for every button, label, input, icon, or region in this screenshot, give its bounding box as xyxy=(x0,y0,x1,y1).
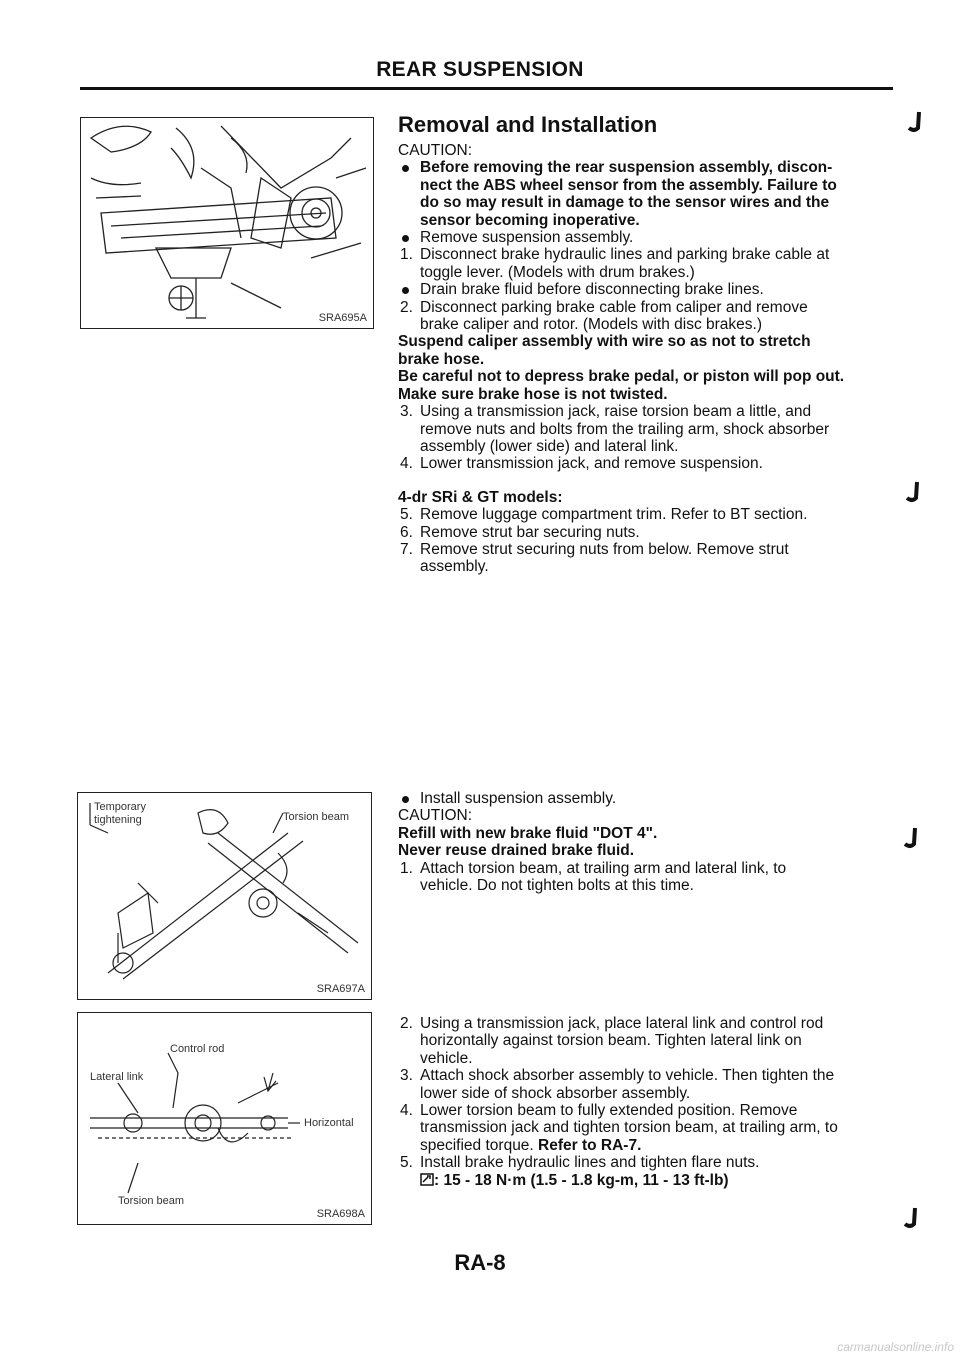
page-header-title: REAR SUSPENSION xyxy=(376,58,584,81)
bullet-drain: Drain brake fluid before disconnecting brake lines. xyxy=(398,281,898,298)
install-step-4: 4. Lower torsion beam to fully extended position. Remove transmission jack and tighten torsion beam, at trailing arm, to specified torque. Refer to RA-7. xyxy=(400,1102,838,1154)
label-torsion-beam: Torsion beam xyxy=(283,811,350,823)
revision-check-icon xyxy=(906,110,924,136)
label-temporary: Temporary xyxy=(94,801,146,813)
figure-suspension-removal xyxy=(80,117,374,329)
bullet-icon xyxy=(402,235,409,242)
step-1: 1. Disconnect brake hydraulic lines and parking brake cable at toggle lever. (Models with drum brakes.) xyxy=(400,246,830,281)
label-control-rod: Control rod xyxy=(170,1043,225,1055)
revision-check-icon xyxy=(904,480,922,506)
figure-code: SRA698A xyxy=(316,1208,365,1220)
figure-torsion-beam xyxy=(77,792,372,1000)
step-5: 5. Remove luggage compartment trim. Refer to BT section. xyxy=(400,506,808,524)
torque-spec: : 15 - 18 N·m (1.5 - 1.8 kg-m, 11 - 13 ft-lb) xyxy=(420,1172,898,1189)
caution-label: CAUTION: xyxy=(398,142,473,159)
step-7: 7. Remove strut securing nuts from below. Remove strut assembly. xyxy=(400,540,789,576)
header-rule xyxy=(80,87,893,90)
watermark-url: carmanualsonline.info xyxy=(837,1340,954,1354)
step-3: 3. Using a transmission jack, raise torsion beam a little, and remove nuts and bolts from the trailing arm, shock absorber assembly (lower side) and lateral link. xyxy=(400,403,830,455)
bullet-icon xyxy=(402,796,409,803)
section-title: Removal and Installation xyxy=(398,112,658,137)
step-6: 6. Remove strut bar securing nuts. xyxy=(400,523,640,541)
label-lateral-link: Lateral link xyxy=(90,1071,144,1083)
revision-check-icon xyxy=(902,826,920,852)
bullet-remove: Remove suspension assembly. xyxy=(398,229,898,246)
figure-code: SRA695A xyxy=(318,312,367,324)
label-tightening: tightening xyxy=(94,814,142,826)
install-step-1: 1. Attach torsion beam, at trailing arm and lateral link, to vehicle. Do not tighten bolts at this time. xyxy=(400,859,787,895)
bullet-icon xyxy=(402,165,409,172)
installation-section xyxy=(398,790,898,894)
install-step-3: 3. Attach shock absorber assembly to vehicle. Then tighten the lower side of shock absorber assembly. xyxy=(400,1067,835,1102)
figure-lateral-link xyxy=(77,1012,372,1225)
install-step-2: 2. Using a transmission jack, place lateral link and control rod horizontally against torsion beam. Tighten lateral link on vehicle. xyxy=(400,1015,824,1067)
revision-check-icon xyxy=(902,1206,920,1232)
figure-code: SRA697A xyxy=(316,983,365,995)
label-horizontal: Horizontal xyxy=(304,1117,354,1129)
reference-link-text: Refer to RA-7. xyxy=(538,1136,642,1154)
step-4: 4. Lower transmission jack, and remove suspension. xyxy=(400,455,763,473)
caution-label: CAUTION: xyxy=(398,807,473,825)
step-2: 2. Disconnect parking brake cable from caliper and remove brake caliper and rotor. (Models with disc brakes.) xyxy=(400,298,808,334)
page-number: RA-8 xyxy=(454,1250,506,1275)
caution-bullet: Before removing the rear suspension assembly, discon- nect the ABS wheel sensor from the assembly. Failure to do so may result in damage to the sensor wires and the sensor becoming inoperative. xyxy=(398,159,898,229)
suspension-jack-illustration xyxy=(81,118,373,328)
install-step-5: 5. Install brake hydraulic lines and tighten flare nuts. : 15 - 18 N·m (1.5 - 1.8 kg-m, 11 - 13 ft-lb) xyxy=(398,1154,898,1189)
installation-steps xyxy=(398,1015,898,1189)
label-torsion-beam: Torsion beam xyxy=(118,1195,185,1207)
torque-wrench-icon xyxy=(420,1173,434,1186)
bullet-icon xyxy=(402,287,409,294)
models-heading: 4-dr SRi & GT models: xyxy=(398,488,563,506)
bold-warnings: Refill with new brake fluid "DOT 4". Never reuse drained brake fluid. xyxy=(398,824,658,860)
bold-warnings: Suspend caliper assembly with wire so as not to stretch brake hose. Be careful not to depress brake pedal, or piston will pop out. Make sure brake hose is not twisted. xyxy=(398,333,845,403)
bullet-install: Install suspension assembly. xyxy=(398,790,898,807)
removal-section xyxy=(398,112,898,576)
